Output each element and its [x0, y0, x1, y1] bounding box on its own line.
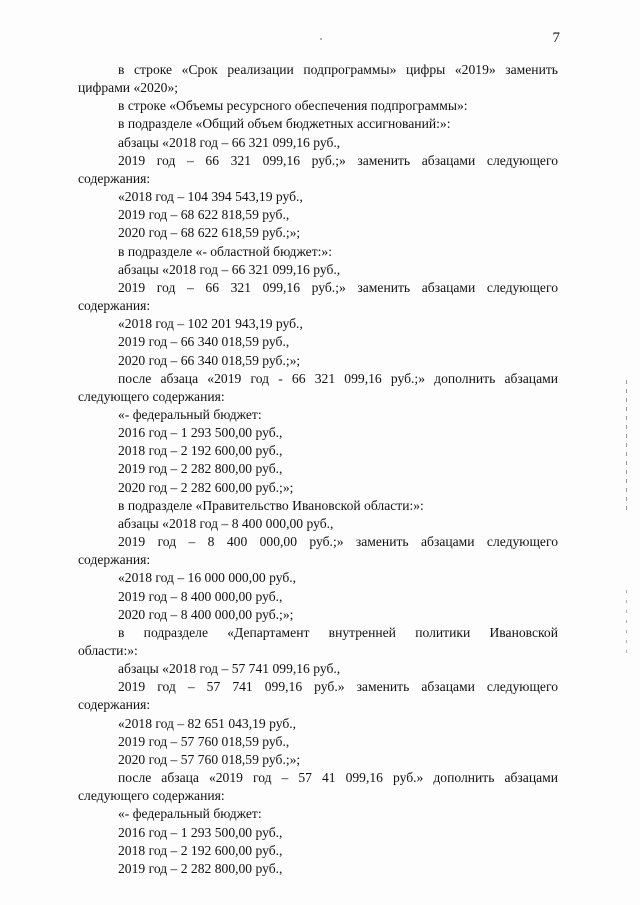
text-line: содержания: — [78, 298, 151, 314]
scan-edge-artifact — [626, 380, 627, 510]
text-line: после абзаца «2019 год – 57 41 099,16 руб.» дополнить абзацами — [118, 770, 558, 786]
scan-edge-artifact — [626, 590, 627, 660]
text-line: в подразделе «Правительство Ивановской области:»: — [118, 497, 424, 513]
text-line: 2019 год – 8 400 000,00 руб.;» заменить абзацами следующего — [118, 534, 558, 550]
text-line: в строке «Объемы ресурсного обеспечения подпрограммы»: — [118, 98, 468, 114]
text-line: в подразделе «Общий объем бюджетных ассигнований:»: — [118, 116, 451, 132]
text-line: в строке «Срок реализации подпрограммы» цифры «2019» заменить — [118, 62, 558, 77]
text-line: «2018 год – 102 201 943,19 руб., — [118, 316, 303, 332]
text-line: после абзаца «2019 год - 66 321 099,16 руб.;» дополнить абзацами — [118, 370, 558, 386]
text-line: абзацы «2018 год – 57 741 099,16 руб., — [118, 661, 341, 677]
text-line: 2019 год – 66 340 018,59 руб., — [118, 334, 290, 350]
text-line: 2016 год – 1 293 500,00 руб., — [118, 425, 283, 441]
text-line: содержания: — [78, 170, 151, 186]
page-number: 7 — [552, 30, 560, 46]
text-line: 2016 год – 1 293 500,00 руб., — [118, 824, 283, 840]
text-line: абзацы «2018 год – 66 321 099,16 руб., — [118, 261, 341, 277]
text-line: 2019 год – 2 282 800,00 руб., — [118, 860, 283, 876]
text-line: 2019 год – 66 321 099,16 руб.;» заменить абзацами следующего — [118, 152, 558, 168]
text-line: следующего содержания: — [78, 788, 225, 804]
text-line: 2019 год – 2 282 800,00 руб., — [118, 461, 283, 477]
text-line: абзацы «2018 год – 8 400 000,00 руб., — [118, 515, 334, 531]
text-line: 2020 год – 66 340 018,59 руб.;»; — [118, 352, 301, 368]
text-line: цифрами «2020»; — [78, 80, 179, 96]
text-line: содержания: — [78, 552, 151, 568]
text-line: 2020 год – 2 282 600,00 руб.;»; — [118, 479, 294, 495]
text-line: 2020 год – 68 622 618,59 руб.;»; — [118, 225, 301, 241]
document-body — [78, 61, 558, 878]
text-line: 2020 год – 57 760 018,59 руб.;»; — [118, 751, 301, 767]
text-line: абзацы «2018 год – 66 321 099,16 руб., — [118, 134, 341, 150]
text-line: 2019 год – 57 760 018,59 руб., — [118, 733, 290, 749]
text-line: 2019 год – 8 400 000,00 руб., — [118, 588, 283, 604]
text-line: «2018 год – 16 000 000,00 руб., — [118, 570, 297, 586]
text-line: 2018 год – 2 192 600,00 руб., — [118, 443, 283, 459]
text-line: 2019 год – 66 321 099,16 руб.;» заменить абзацами следующего — [118, 279, 558, 295]
text-line: «- федеральный бюджет: — [118, 406, 262, 422]
text-line: содержания: — [78, 697, 151, 713]
text-line: в подразделе «- областной бюджет:»: — [118, 243, 333, 259]
text-line: в подразделе «Департамент внутренней политики Ивановской — [118, 624, 558, 640]
text-line: 2018 год – 2 192 600,00 руб., — [118, 842, 283, 858]
text-line: следующего содержания: — [78, 388, 225, 404]
scan-speck — [320, 38, 322, 40]
text-line: «2018 год – 82 651 043,19 руб., — [118, 715, 297, 731]
text-line: 2020 год – 8 400 000,00 руб.;»; — [118, 606, 294, 622]
text-line: «2018 год – 104 394 543,19 руб., — [118, 189, 303, 205]
text-line: 2019 год – 68 622 818,59 руб., — [118, 207, 290, 223]
text-line: 2019 год – 57 741 099,16 руб.» заменить абзацами следующего — [118, 679, 558, 695]
text-line: области:»: — [78, 643, 138, 658]
text-line: «- федеральный бюджет: — [118, 806, 262, 822]
